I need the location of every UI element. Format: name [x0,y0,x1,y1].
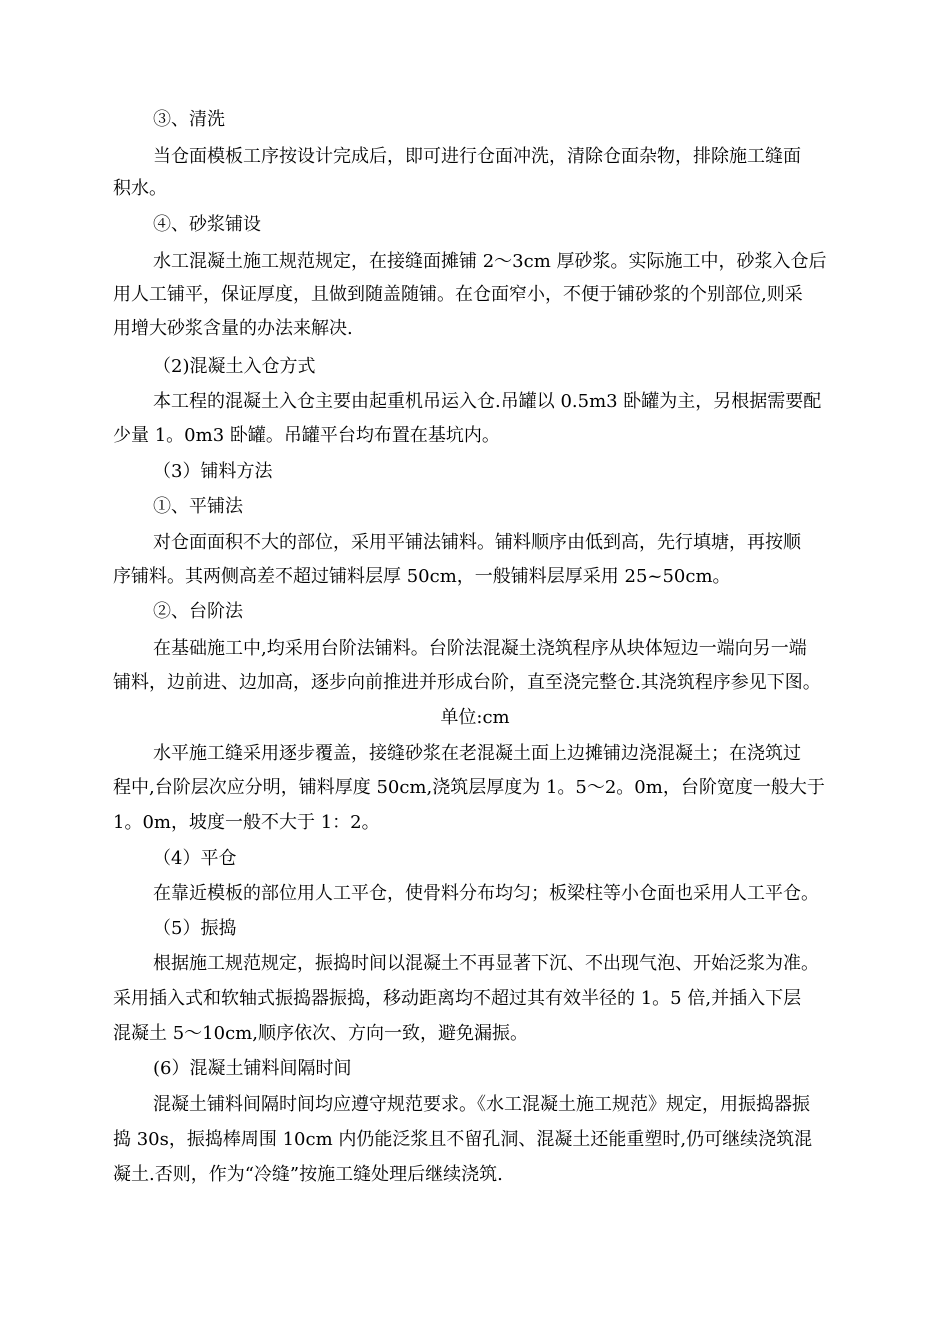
paragraph-line: 对仓面面积不大的部位，采用平铺法铺料。铺料顺序由低到高，先行填塘，再按顺 [153,532,801,553]
section-heading: （5）振捣 [153,918,237,939]
paragraph-line: 水工混凝土施工规范规定，在接缝面摊铺 2～3cm 厚砂浆。实际施工中，砂浆入仓后 [153,251,827,272]
paragraph-line: 用人工铺平，保证厚度，且做到随盖随铺。在仓面窄小，不便于铺砂浆的个别部位,则采 [113,284,803,305]
item-heading: ④、砂浆铺设 [153,214,261,235]
paragraph-line: 积水。 [113,178,167,199]
paragraph-line: 当仓面模板工序按设计完成后，即可进行仓面冲洗，清除仓面杂物，排除施工缝面 [153,146,801,167]
paragraph-line: 少量 1。0m3 卧罐。吊罐平台均布置在基坑内。 [113,425,500,446]
section-heading: （4）平仓 [153,848,237,869]
item-heading: ②、台阶法 [153,601,243,622]
paragraph-line: 凝土.否则，作为“冷缝”按施工缝处理后继续浇筑. [113,1164,503,1185]
section-heading: （2)混凝土入仓方式 [153,356,316,377]
paragraph-line: 1。0m，坡度一般不大于 1：2。 [113,812,380,833]
item-heading: ①、平铺法 [153,496,243,517]
item-heading: ③、清洗 [153,109,225,130]
paragraph-line: 在靠近模板的部位用人工平仓，使骨料分布均匀；板梁柱等小仓面也采用人工平仓。 [153,883,819,904]
paragraph-line: 本工程的混凝土入仓主要由起重机吊运入仓.吊罐以 0.5m3 卧罐为主，另根据需要配 [153,391,822,412]
paragraph-line: 混凝土 5～10cm,顺序依次、方向一致，避免漏振。 [113,1023,528,1044]
paragraph-line: 序铺料。其两侧高差不超过铺料层厚 50cm，一般铺料层厚采用 25~50cm。 [113,566,731,587]
paragraph-line: 混凝土铺料间隔时间均应遵守规范要求。《水工混凝土施工规范》规定，用振捣器振 [153,1094,810,1115]
paragraph-line: 在基础施工中,均采用台阶法铺料。台阶法混凝土浇筑程序从块体短边一端向另一端 [153,638,807,659]
paragraph-line: 铺料，边前进、边加高，逐步向前推进并形成台阶，直至浇完整仓.其浇筑程序参见下图。 [113,672,821,693]
paragraph-line: 捣 30s，振捣棒周围 10cm 内仍能泛浆且不留孔洞、混凝土还能重塑时,仍可继续浇筑混 [113,1129,813,1150]
paragraph-line: 水平施工缝采用逐步覆盖，接缝砂浆在老混凝土面上边摊铺边浇混凝土；在浇筑过 [153,743,801,764]
paragraph-line: 程中,台阶层次应分明，铺料厚度 50cm,浇筑层厚度为 1。5～2。0m，台阶宽度一般大于 [113,777,825,798]
paragraph-line: 根据施工规范规定，振捣时间以混凝土不再显著下沉、不出现气泡、开始泛浆为准。 [153,953,819,974]
paragraph-line: 用增大砂浆含量的办法来解决. [113,318,353,339]
section-heading: (6）混凝土铺料间隔时间 [153,1058,352,1079]
unit-caption: 单位:cm [440,707,510,728]
paragraph-line: 采用插入式和软轴式振捣器振捣，移动距离均不超过其有效半径的 1。5 倍,并插入下层 [113,988,802,1009]
section-heading: （3）铺料方法 [153,461,273,482]
